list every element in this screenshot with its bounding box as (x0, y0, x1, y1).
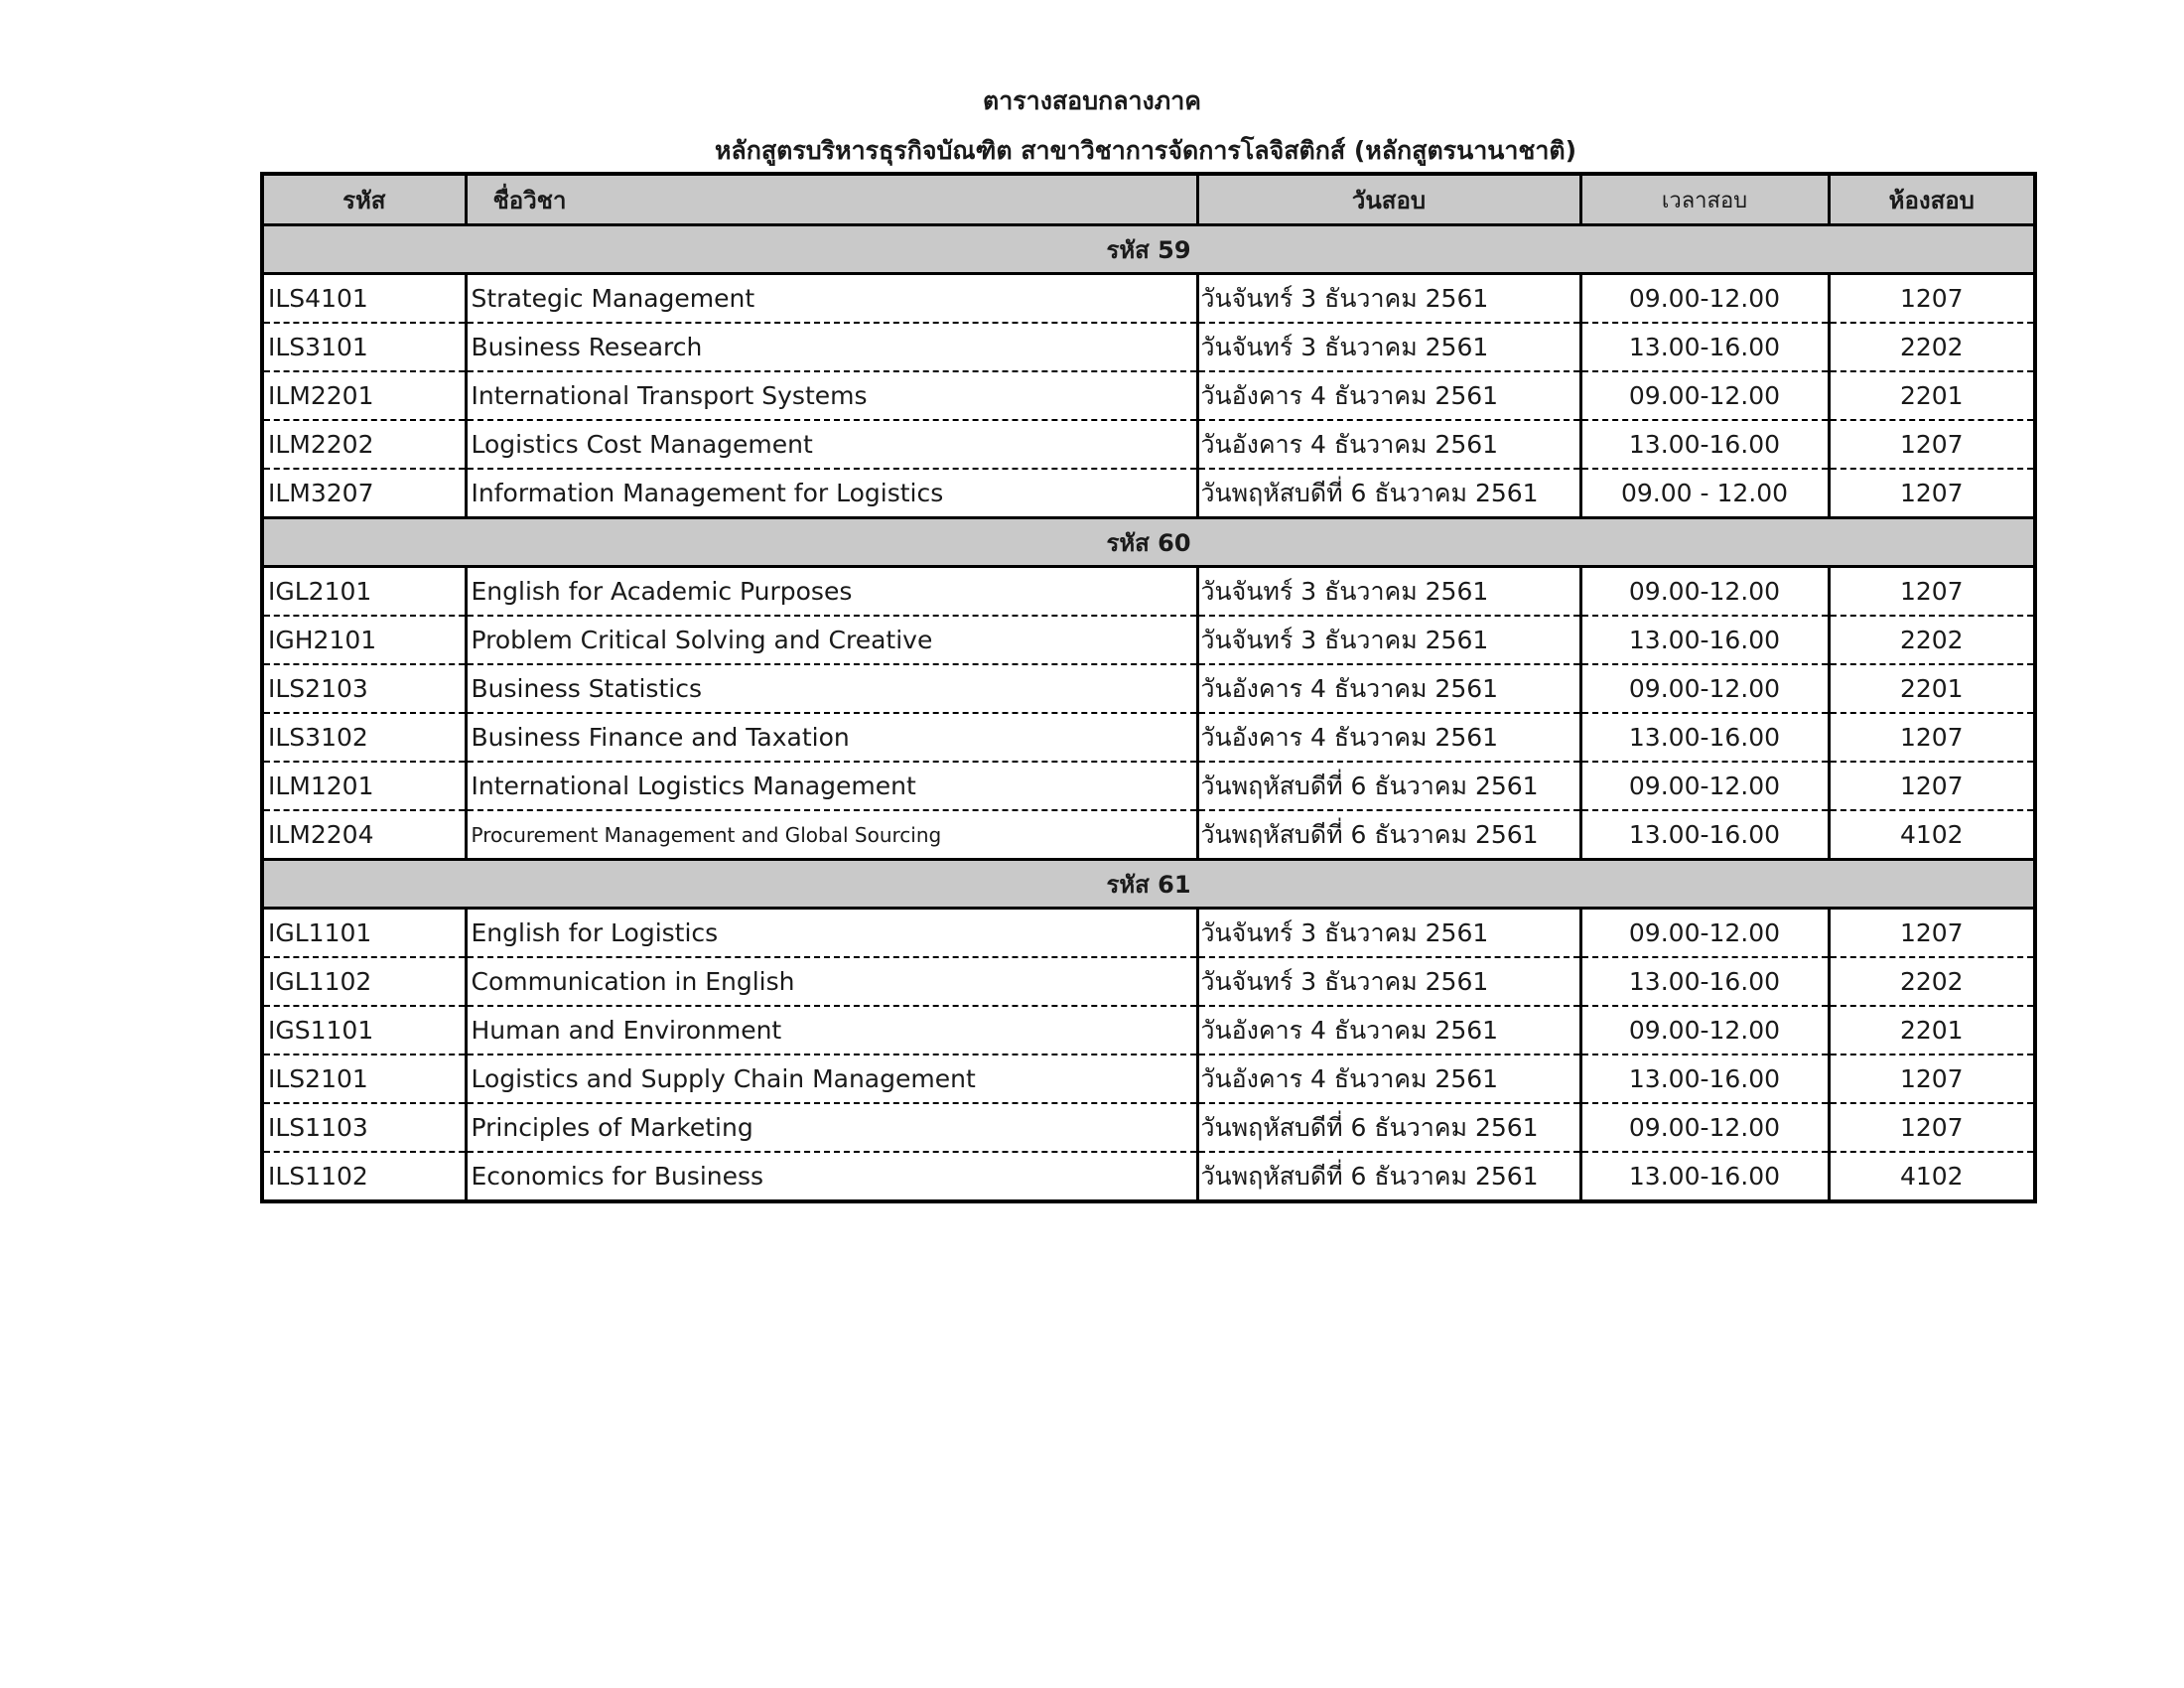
exam-time-cell: 09.00-12.00 (1580, 664, 1829, 713)
exam-room-cell: 2201 (1829, 664, 2035, 713)
group-header-row (262, 225, 2035, 274)
course-code-cell: ILM2201 (262, 371, 466, 420)
table-row (262, 762, 2035, 810)
exam-time-cell: 09.00-12.00 (1580, 567, 1829, 617)
exam-room-cell: 4102 (1829, 810, 2035, 860)
exam-room-cell: 1207 (1829, 762, 2035, 810)
exam-time-cell: 13.00-16.00 (1580, 1055, 1829, 1103)
course-name-cell: Business Statistics (466, 664, 1197, 713)
exam-time-cell: 13.00-16.00 (1580, 810, 1829, 860)
table-row (262, 713, 2035, 762)
exam-time-cell: 09.00 - 12.00 (1580, 469, 1829, 518)
course-code-cell: IGS1101 (262, 1006, 466, 1055)
course-name-cell: Problem Critical Solving and Creative (466, 616, 1197, 664)
exam-time-cell: 09.00-12.00 (1580, 1006, 1829, 1055)
exam-date-cell: วันอังคาร 4 ธันวาคม 2561 (1197, 420, 1580, 469)
table-row (262, 420, 2035, 469)
course-name-cell: International Transport Systems (466, 371, 1197, 420)
exam-time-cell: 13.00-16.00 (1580, 323, 1829, 371)
course-code-cell: ILS4101 (262, 274, 466, 324)
table-row (262, 1152, 2035, 1201)
course-code-cell: ILS3102 (262, 713, 466, 762)
exam-time-cell: 13.00-16.00 (1580, 420, 1829, 469)
exam-date-cell: วันพฤหัสบดีที่ 6 ธันวาคม 2561 (1197, 1152, 1580, 1201)
exam-time-cell: 13.00-16.00 (1580, 957, 1829, 1006)
table-row (262, 371, 2035, 420)
exam-date-cell: วันพฤหัสบดีที่ 6 ธันวาคม 2561 (1197, 810, 1580, 860)
exam-date-cell: วันอังคาร 4 ธันวาคม 2561 (1197, 1006, 1580, 1055)
course-name-cell: Strategic Management (466, 274, 1197, 324)
group-header-row (262, 518, 2035, 567)
table-row (262, 664, 2035, 713)
course-code-cell: ILS1103 (262, 1103, 466, 1152)
course-name-cell: English for Logistics (466, 909, 1197, 958)
exam-time-cell: 09.00-12.00 (1580, 909, 1829, 958)
course-code-cell: IGL1101 (262, 909, 466, 958)
group-label: รหัส 59 (262, 225, 2035, 274)
course-name-cell: Communication in English (466, 957, 1197, 1006)
exam-room-cell: 1207 (1829, 469, 2035, 518)
table-row (262, 616, 2035, 664)
exam-time-cell: 09.00-12.00 (1580, 274, 1829, 324)
course-code-cell: ILM3207 (262, 469, 466, 518)
exam-room-cell: 2202 (1829, 323, 2035, 371)
exam-time-cell: 13.00-16.00 (1580, 713, 1829, 762)
course-code-cell: ILM1201 (262, 762, 466, 810)
exam-date-cell: วันอังคาร 4 ธันวาคม 2561 (1197, 371, 1580, 420)
exam-date-cell: วันพฤหัสบดีที่ 6 ธันวาคม 2561 (1197, 1103, 1580, 1152)
exam-date-cell: วันจันทร์ 3 ธันวาคม 2561 (1197, 957, 1580, 1006)
exam-room-cell: 4102 (1829, 1152, 2035, 1201)
header-exam-room: ห้องสอบ (1829, 174, 2035, 225)
exam-room-cell: 1207 (1829, 1055, 2035, 1103)
exam-room-cell: 1207 (1829, 274, 2035, 324)
course-name-cell: Human and Environment (466, 1006, 1197, 1055)
exam-schedule-table (260, 172, 2037, 1203)
exam-date-cell: วันอังคาร 4 ธันวาคม 2561 (1197, 1055, 1580, 1103)
course-name-cell: Logistics and Supply Chain Management (466, 1055, 1197, 1103)
course-code-cell: ILS3101 (262, 323, 466, 371)
exam-date-cell: วันจันทร์ 3 ธันวาคม 2561 (1197, 274, 1580, 324)
table-row (262, 909, 2035, 958)
exam-time-cell: 09.00-12.00 (1580, 762, 1829, 810)
exam-room-cell: 2202 (1829, 957, 2035, 1006)
exam-date-cell: วันอังคาร 4 ธันวาคม 2561 (1197, 713, 1580, 762)
group-header-row (262, 860, 2035, 909)
group-label: รหัส 61 (262, 860, 2035, 909)
exam-room-cell: 2201 (1829, 371, 2035, 420)
exam-time-cell: 13.00-16.00 (1580, 616, 1829, 664)
exam-date-cell: วันจันทร์ 3 ธันวาคม 2561 (1197, 323, 1580, 371)
course-code-cell: ILM2204 (262, 810, 466, 860)
exam-date-cell: วันอังคาร 4 ธันวาคม 2561 (1197, 664, 1580, 713)
course-name-cell: Principles of Marketing (466, 1103, 1197, 1152)
table-row (262, 1103, 2035, 1152)
course-name-cell: Procurement Management and Global Sourcing (466, 810, 1197, 860)
exam-room-cell: 2202 (1829, 616, 2035, 664)
exam-room-cell: 1207 (1829, 1103, 2035, 1152)
table-row (262, 957, 2035, 1006)
header-exam-time: เวลาสอบ (1580, 174, 1829, 225)
header-exam-date: วันสอบ (1197, 174, 1580, 225)
course-name-cell: Business Research (466, 323, 1197, 371)
course-code-cell: ILM2202 (262, 420, 466, 469)
course-code-cell: IGL2101 (262, 567, 466, 617)
course-code-cell: ILS2103 (262, 664, 466, 713)
table-row (262, 469, 2035, 518)
exam-room-cell: 1207 (1829, 567, 2035, 617)
document-title: ตารางสอบกลางภาค (982, 86, 1202, 115)
course-code-cell: IGH2101 (262, 616, 466, 664)
exam-date-cell: วันจันทร์ 3 ธันวาคม 2561 (1197, 567, 1580, 617)
table-row (262, 810, 2035, 860)
document-subtitle: หลักสูตรบริหารธุรกิจบัณฑิต สาขาวิชาการจัดการโลจิสติกส์ (หลักสูตรนานาชาติ) (714, 136, 1577, 165)
exam-time-cell: 09.00-12.00 (1580, 371, 1829, 420)
exam-date-cell: วันจันทร์ 3 ธันวาคม 2561 (1197, 909, 1580, 958)
group-label: รหัส 60 (262, 518, 2035, 567)
course-name-cell: Information Management for Logistics (466, 469, 1197, 518)
table-row (262, 274, 2035, 324)
table-row (262, 1006, 2035, 1055)
exam-time-cell: 13.00-16.00 (1580, 1152, 1829, 1201)
table-row (262, 567, 2035, 617)
exam-time-cell: 09.00-12.00 (1580, 1103, 1829, 1152)
course-name-cell: Business Finance and Taxation (466, 713, 1197, 762)
course-name-cell: English for Academic Purposes (466, 567, 1197, 617)
table-header-row (262, 174, 2035, 225)
exam-date-cell: วันจันทร์ 3 ธันวาคม 2561 (1197, 616, 1580, 664)
header-code: รหัส (262, 174, 466, 225)
exam-room-cell: 1207 (1829, 420, 2035, 469)
exam-room-cell: 1207 (1829, 713, 2035, 762)
exam-date-cell: วันพฤหัสบดีที่ 6 ธันวาคม 2561 (1197, 762, 1580, 810)
course-code-cell: ILS1102 (262, 1152, 466, 1201)
course-code-cell: IGL1102 (262, 957, 466, 1006)
exam-room-cell: 2201 (1829, 1006, 2035, 1055)
header-course-name: ชื่อวิชา (466, 174, 1197, 225)
course-name-cell: International Logistics Management (466, 762, 1197, 810)
course-name-cell: Logistics Cost Management (466, 420, 1197, 469)
table-row (262, 1055, 2035, 1103)
table-row (262, 323, 2035, 371)
exam-room-cell: 1207 (1829, 909, 2035, 958)
course-name-cell: Economics for Business (466, 1152, 1197, 1201)
course-code-cell: ILS2101 (262, 1055, 466, 1103)
exam-date-cell: วันพฤหัสบดีที่ 6 ธันวาคม 2561 (1197, 469, 1580, 518)
table-body (262, 225, 2035, 1202)
